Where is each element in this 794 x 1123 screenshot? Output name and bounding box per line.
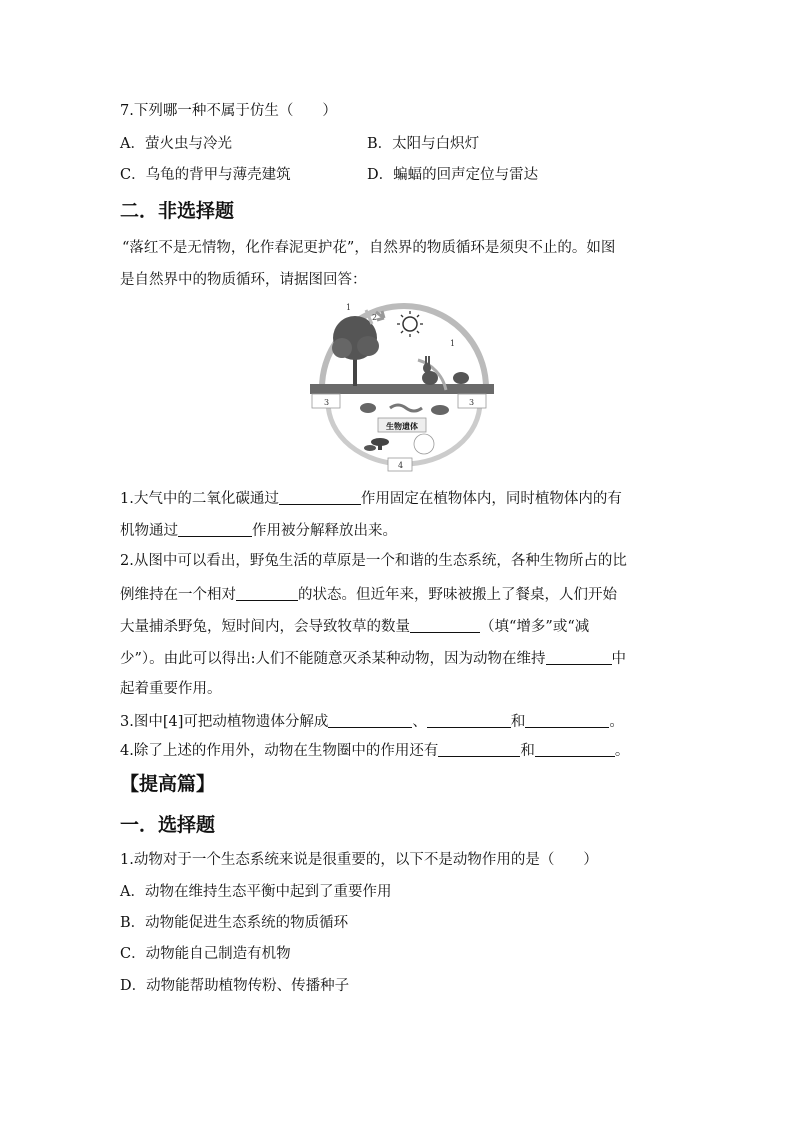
soil-animal-icon bbox=[360, 403, 376, 413]
intro-line-1: “落红不是无情物，化作春泥更护花”，自然界的物质循环是须臾不止的。如图 bbox=[122, 240, 616, 256]
q7-option-b: B．太阳与白炽灯 bbox=[367, 136, 480, 152]
question-1-line-1: 1.大气中的二氧化碳通过 作用固定在植物体内，同时植物体内的有 bbox=[120, 491, 622, 507]
q7-option-d: D．蝙蝠的回声定位与雷达 bbox=[367, 167, 539, 183]
q7-option-a: A．萤火虫与冷光 bbox=[120, 136, 232, 152]
mushroom-icon bbox=[364, 438, 389, 451]
cycle-illustration bbox=[306, 298, 494, 472]
answer-blank[interactable] bbox=[546, 650, 612, 665]
q7-stem: 7.下列哪一种不属于仿生（ ） bbox=[120, 103, 337, 119]
advanced-q1-option-b: B．动物能促进生态系统的物质循环 bbox=[120, 915, 349, 931]
figure-label-1-right: 1 bbox=[450, 339, 456, 348]
answer-blank[interactable] bbox=[525, 713, 609, 728]
answer-blank[interactable] bbox=[279, 490, 361, 505]
advanced-q1-option-a: A．动物在维持生态平衡中起到了重要作用 bbox=[120, 884, 392, 900]
intro-line-2: 是自然界中的物质循环，请据图回答： bbox=[120, 272, 367, 288]
section-heading-non-choice: 二．非选择题 bbox=[120, 200, 235, 222]
answer-blank[interactable] bbox=[328, 713, 412, 728]
answer-blank[interactable] bbox=[535, 742, 615, 757]
question-4-line: 4.除了上述的作用外，动物在生物圈中的作用还有 和 。 bbox=[120, 743, 630, 759]
microbe-icon bbox=[414, 434, 434, 454]
question-1-line-2: 机物通过 作用被分解释放出来。 bbox=[120, 523, 397, 539]
question-2-line-3: 大量捕杀野兔，短时间内，会导致牧草的数量 （填“增多”或“减 bbox=[120, 619, 590, 635]
answer-blank[interactable] bbox=[427, 713, 511, 728]
question-2-line-1: 2.从图中可以看出，野兔生活的草原是一个和谐的生态系统，各种生物所占的比 bbox=[120, 553, 627, 569]
question-3-line: 3.图中[4]可把动植物遗体分解成 、 和 。 bbox=[120, 714, 624, 730]
advanced-q1-stem: 1.动物对于一个生态系统来说是很重要的，以下不是动物作用的是（ ） bbox=[120, 852, 598, 868]
answer-blank[interactable] bbox=[438, 742, 520, 757]
worm-icon bbox=[390, 405, 422, 411]
sun-icon bbox=[397, 311, 423, 337]
figure-label-remains: 生物遗体 bbox=[386, 421, 418, 431]
answer-blank[interactable] bbox=[178, 522, 252, 537]
question-2-line-4: 少”）。由此可以得出:人们不能随意灭杀某种动物，因为动物在维持 中 bbox=[120, 651, 627, 667]
advanced-section-heading: 一．选择题 bbox=[120, 814, 216, 836]
advanced-heading: 【提高篇】 bbox=[120, 773, 216, 795]
figure-label-3-left: 3 bbox=[324, 398, 330, 407]
answer-blank[interactable] bbox=[410, 618, 480, 633]
soil-arc bbox=[328, 402, 480, 464]
bush-icon bbox=[453, 372, 469, 384]
ground-strip bbox=[310, 384, 494, 394]
figure-label-4: 4 bbox=[398, 461, 404, 470]
q7-option-c: C．乌龟的背甲与薄壳建筑 bbox=[120, 167, 291, 183]
answer-blank[interactable] bbox=[236, 586, 298, 601]
question-2-line-5: 起着重要作用。 bbox=[120, 681, 222, 697]
figure-label-1-top: 1 bbox=[346, 303, 352, 312]
question-2-line-2: 例维持在一个相对 的状态。但近年来，野味被搬上了餐桌，人们开始 bbox=[120, 587, 617, 603]
advanced-q1-option-c: C．动物能自己制造有机物 bbox=[120, 946, 291, 962]
advanced-q1-option-d: D．动物能帮助植物传粉、传播种子 bbox=[120, 978, 350, 994]
material-cycle-figure bbox=[306, 298, 494, 472]
figure-label-3-right: 3 bbox=[469, 398, 475, 407]
figure-label-2: 2 bbox=[372, 313, 378, 322]
